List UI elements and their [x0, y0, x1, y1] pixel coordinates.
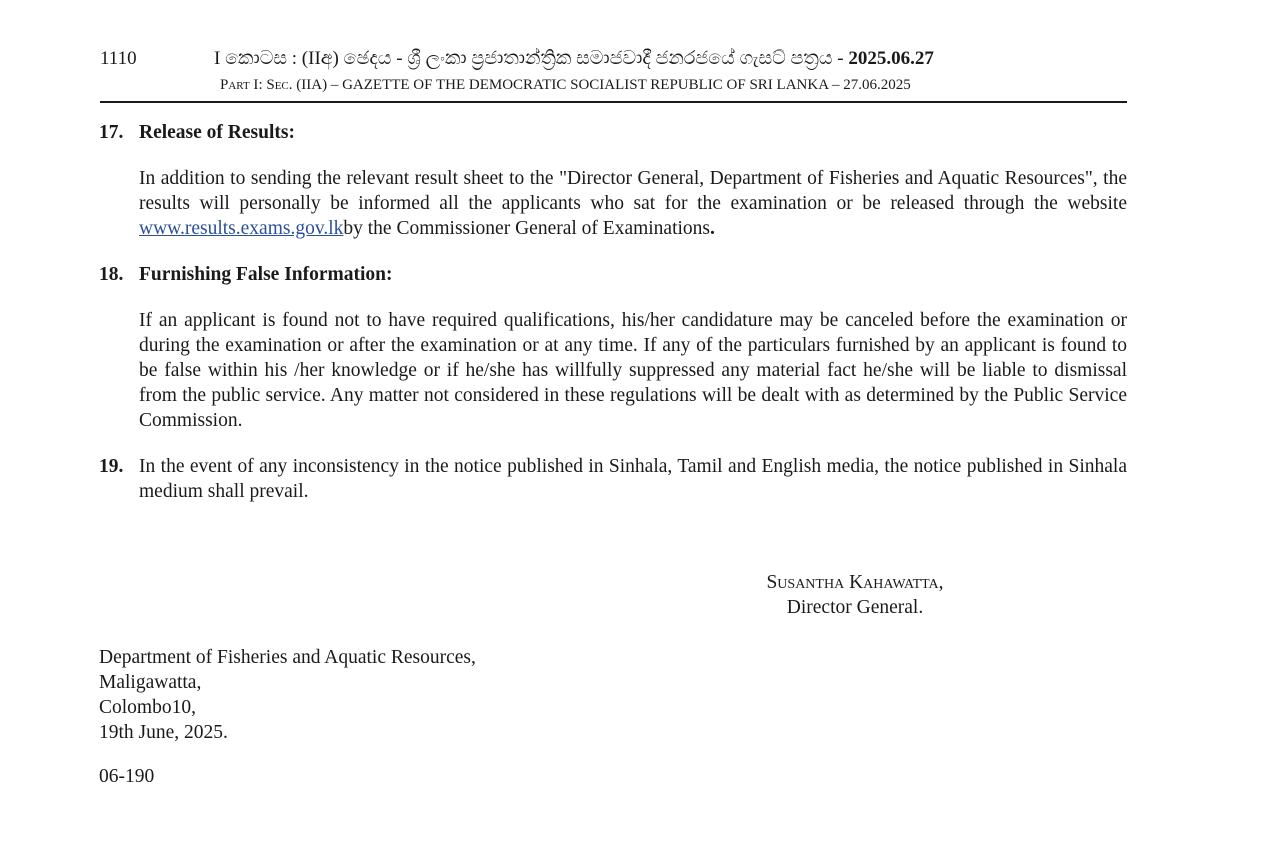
page-number: 1110	[100, 48, 137, 69]
section-17-heading	[99, 120, 1127, 145]
sinhala-title-text: I කොටස : (IIඅ) ඡෙදය - ශ්‍රී ලංකා ප්‍රජාතාන්ත්‍රික සමාජවාදී ජනරජයේ ගැසට් පත්‍රය -	[214, 48, 844, 69]
english-sec-label: Sec.	[266, 77, 293, 93]
address-line-3: Colombo10,	[99, 697, 196, 718]
address-line-1: Department of Fisheries and Aquatic Resources,	[99, 647, 476, 668]
section-19	[99, 454, 1127, 504]
section-18-number: 18.	[99, 264, 124, 285]
issue-date: 19th June, 2025.	[99, 722, 228, 743]
issuing-address	[99, 645, 476, 745]
section-18-body: If an applicant is found not to have required qualifications, his/her candidature may be canceled before the examination or during the examination or after the examination or at any time. If any of the particulars furnished by an applicant is found to be false within his /her knowledge or if he/she has willfully suppressed any material fact he/she will be liable to dismissal from the public service. Any matter not considered in these regulations will be dealt with as determined by the Public Service Commission.	[139, 310, 1127, 431]
notice-reference: 06-190	[99, 766, 155, 787]
english-part-label: Part I	[220, 77, 259, 93]
section-17-period: .	[710, 218, 715, 239]
signatory-name: Susantha Kahawatta,	[766, 572, 944, 593]
section-18	[99, 262, 1127, 433]
section-17-title: Release of Results:	[139, 122, 295, 143]
section-17-text-after-link: by the Commissioner General of Examinations	[343, 218, 711, 239]
results-website-link[interactable]: www.results.exams.gov.lk	[139, 218, 344, 239]
header-sinhala-title	[214, 48, 934, 70]
sinhala-date: 2025.06.27	[848, 48, 934, 69]
signatory-title: Director General.	[786, 597, 924, 618]
section-18-title: Furnishing False Information:	[139, 264, 393, 285]
header-divider	[100, 101, 1127, 103]
section-19-body: In the event of any inconsistency in the notice published in Sinhala, Tamil and English media, the notice published in Sinhala medium shall prevail.	[139, 456, 1127, 502]
header-english-title	[220, 77, 911, 94]
section-17-text: In addition to sending the relevant result sheet to the "Director General, Department of Fisheries and Aquatic Resources", the results will personally be informed all the applicants who sat for the examination or be released through the website	[139, 168, 1127, 214]
section-18-heading	[99, 262, 1127, 287]
section-17-body	[139, 166, 1127, 241]
section-17	[99, 120, 1127, 241]
address-line-2: Maligawatta,	[99, 672, 202, 693]
section-19-number: 19.	[99, 456, 124, 477]
section-17-number: 17.	[99, 122, 124, 143]
signature-block	[700, 570, 1010, 620]
section-19-row	[99, 454, 1127, 504]
english-title-rest: (IIA) – GAZETTE OF THE DEMOCRATIC SOCIALIST REPUBLIC OF SRI LANKA – 27.06.2025	[296, 77, 911, 93]
english-sep: :	[258, 77, 263, 93]
